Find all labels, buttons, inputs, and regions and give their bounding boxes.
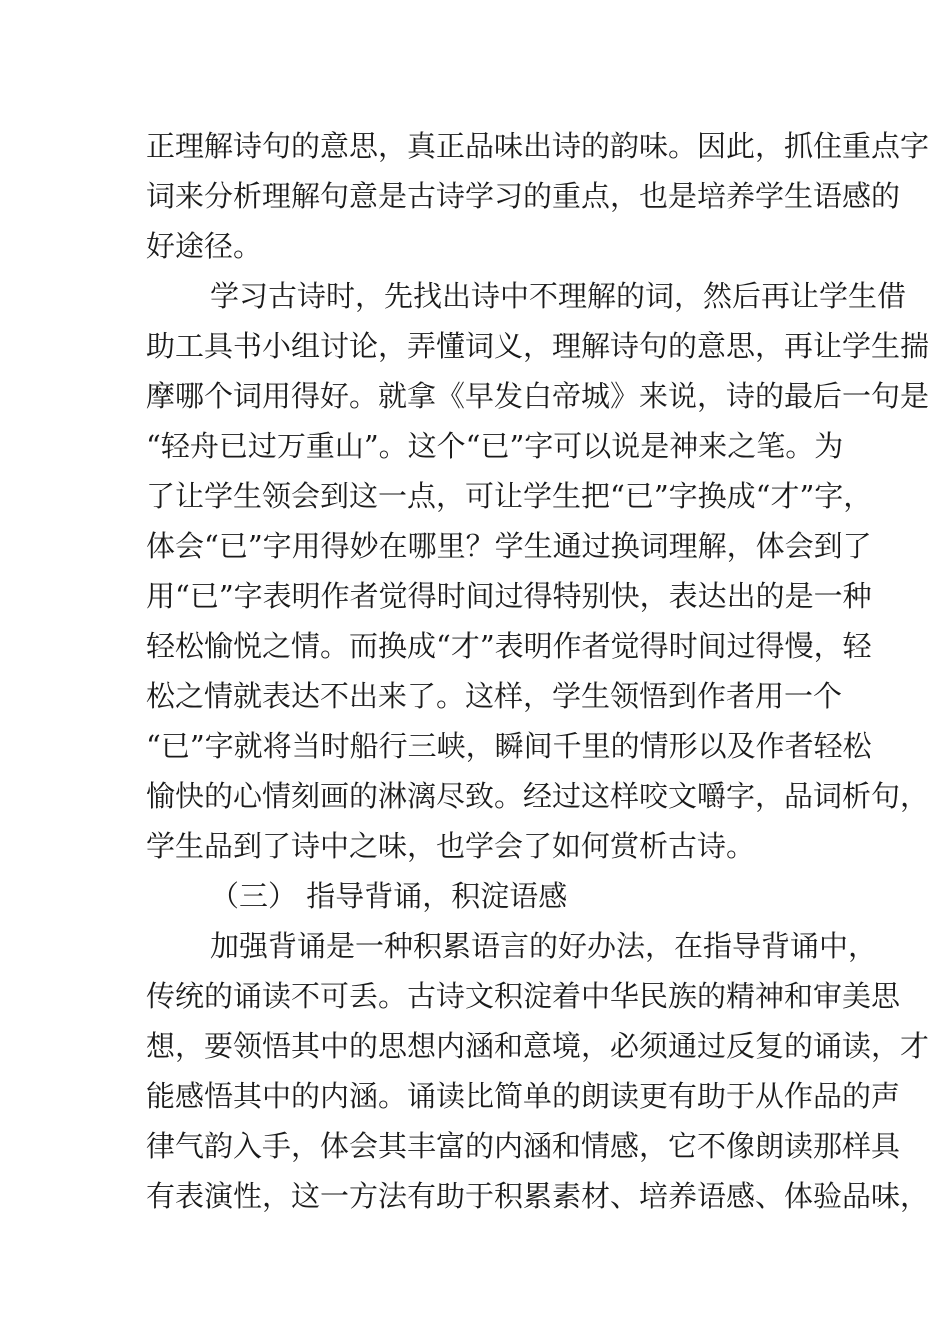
paragraph-line: “已”字就将当时船行三峡，瞬间千里的情形以及作者轻松: [146, 729, 872, 763]
paragraph-line: 好途径。: [146, 229, 263, 263]
paragraph-line: 加强背诵是一种积累语言的好办法，在指导背诵中，: [210, 929, 878, 963]
paragraph-line: 词来分析理解句意是古诗学习的重点，也是培养学生语感的: [146, 179, 901, 213]
paragraph-line: 助工具书小组讨论，弄懂词义，理解诗句的意思，再让学生揣: [146, 329, 930, 363]
paragraph-line: 摩哪个词用得好。就拿《早发白帝城》来说，诗的最后一句是: [146, 379, 930, 413]
paragraph-line: 愉快的心情刻画的淋漓尽致。经过这样咬文嚼字，品词析句，: [146, 779, 930, 813]
paragraph-line: “轻舟已过万重山”。这个“已”字可以说是神来之笔。为: [146, 429, 844, 463]
paragraph-line: 有表演性，这一方法有助于积累素材、培养语感、体验品味，: [146, 1179, 930, 1213]
paragraph-line: 想，要领悟其中的思想内涵和意境，必须通过反复的诵读，才: [146, 1029, 930, 1063]
paragraph-line: 用“已”字表明作者觉得时间过得特别快，表达出的是一种: [146, 579, 872, 613]
paragraph-line: 松之情就表达不出来了。这样，学生领悟到作者用一个: [146, 679, 843, 713]
paragraph-line: 轻松愉悦之情。而换成“才”表明作者觉得时间过得慢，轻: [146, 629, 872, 663]
paragraph-line: 学习古诗时，先找出诗中不理解的词，然后再让学生借: [210, 279, 907, 313]
paragraph-line: 学生品到了诗中之味，也学会了如何赏析古诗。: [146, 829, 756, 863]
paragraph-line: 律气韵入手，体会其丰富的内涵和情感，它不像朗读那样具: [146, 1129, 901, 1163]
paragraph-line: 传统的诵读不可丢。古诗文积淀着中华民族的精神和审美思: [146, 979, 901, 1013]
paragraph-line: 了让学生领会到这一点，可让学生把“已”字换成“才”字，: [146, 479, 873, 513]
paragraph-line: 正理解诗句的意思，真正品味出诗的韵味。因此，抓住重点字: [146, 129, 930, 163]
paragraph-line: 体会“已”字用得妙在哪里？学生通过换词理解，体会到了: [146, 529, 872, 563]
section-heading: （三） 指导背诵，积淀语感: [210, 879, 568, 913]
paragraph-line: 能感悟其中的内涵。诵读比简单的朗读更有助于从作品的声: [146, 1079, 901, 1113]
